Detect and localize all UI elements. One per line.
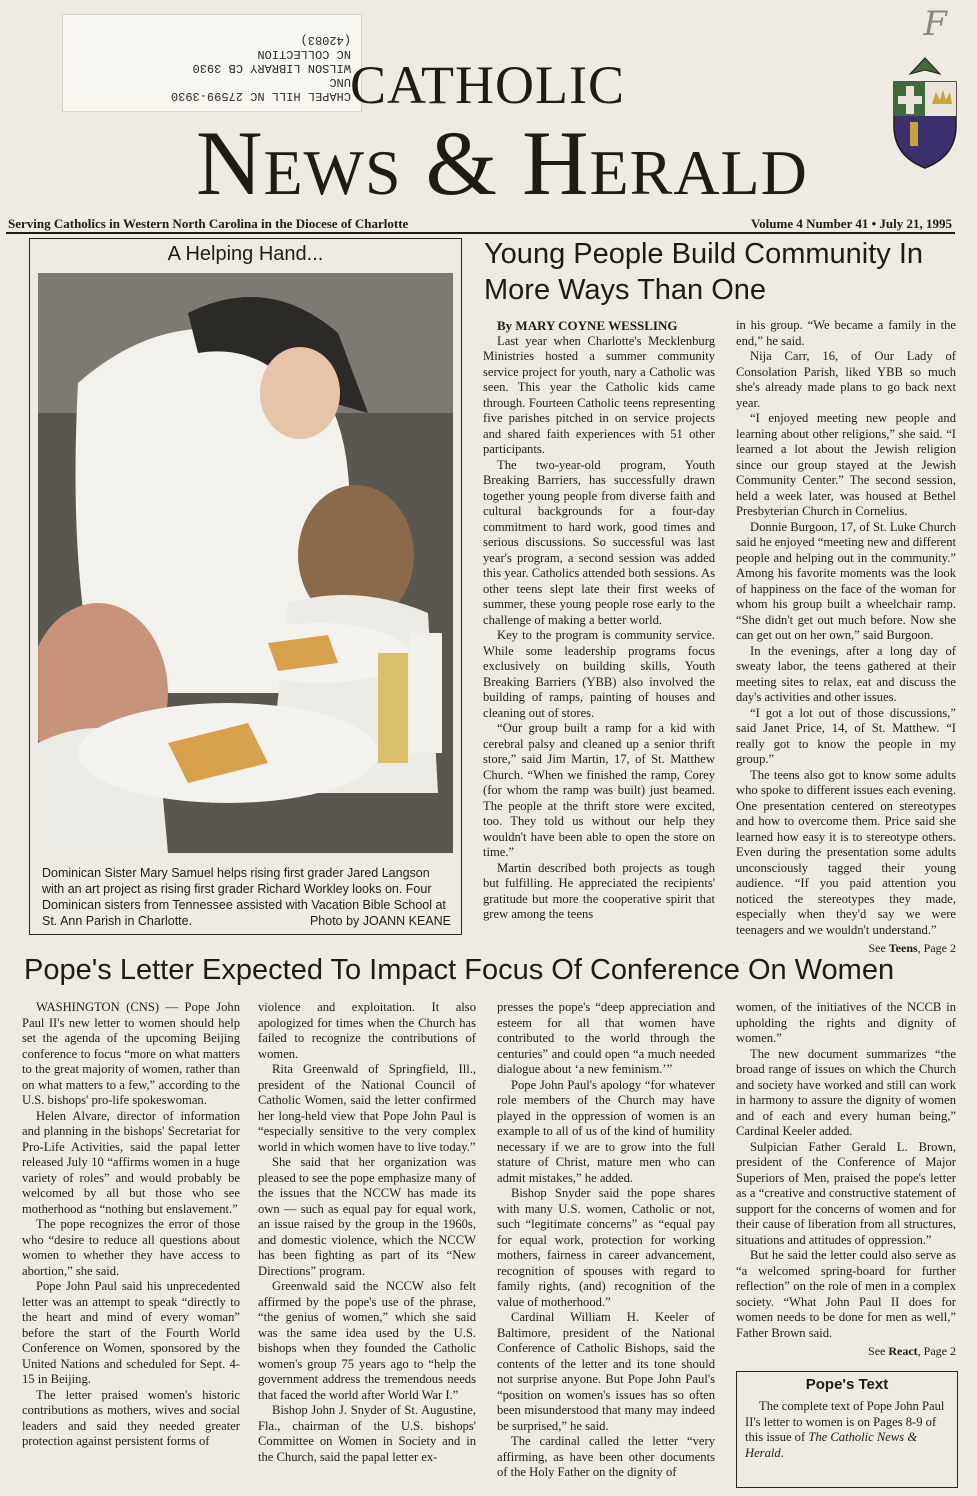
label-line: NC COLLECTION — [257, 47, 351, 61]
story2-column-3 — [497, 1000, 715, 1481]
photo-illustration — [38, 273, 453, 853]
paragraph: in his group. “We became a family in the end,” he said. — [736, 318, 956, 348]
popes-text-box — [736, 1371, 958, 1488]
paragraph: In the evenings, after a long day of sweaty labor, the teens gathered at their meeting sites to relax, eat and discuss the day's activities and other issues. — [736, 643, 956, 704]
story1-column-2 — [736, 318, 956, 957]
caption-text: Dominican Sister Mary Samuel helps rising first grader Jared Langson with an art project as rising first grader Richard Workley looks on. Four Dominican sisters from Tennessee assisted with Vacation Bible School at St. Ann Parish in Charlotte. — [42, 866, 446, 928]
paragraph: Bishop John J. Snyder of St. Augustine, Fla., chairman of the U.S. bishops' Committee on Women in Society and in the Church, said the papal letter ex- — [258, 1403, 476, 1464]
tagline: Serving Catholics in Western North Carolina in the Diocese of Charlotte — [8, 216, 409, 231]
paragraph: Martin described both projects as tough but fulfilling. He appreciated the recipients' gratitude but more the cooperative spirit that grew among the teens — [483, 860, 715, 921]
photo — [38, 273, 453, 853]
photo-credit: Photo by JOANN KEANE — [309, 914, 451, 928]
paragraph: Last year when Charlotte's Mecklenburg Ministries hosted a summer community service project for youth, nary a Catholic was seen. This year the Catholic kids came through. Fourteen Catholic teens representing five parishes pitched in on service projects and shared faith experiences with 51 other participants. — [483, 333, 715, 456]
label-line: (42083) — [300, 33, 351, 47]
paragraph: Donnie Burgoon, 17, of St. Luke Church said he enjoyed “meeting new and different people and helping out in the community.” Among his favorite moments was the look of happiness on the face of the woman for whom his group built a wheelchair ramp. “She didn't get out much before. Now she can get out on her own,” said Burgoon. — [736, 519, 956, 642]
see-suffix: , Page 2 — [917, 1344, 956, 1358]
story2-column-2 — [258, 1000, 476, 1465]
paragraph: presses the pope's “deep appreciation and esteem for all that women have contributed to the world through the centuries” and could open “a much needed dialogue about ‘a new feminism.’” — [497, 1000, 715, 1076]
masthead-top: CATHOLIC — [350, 55, 625, 115]
paragraph: Rita Greenwald of Springfield, Ill., president of the National Council of Catholic Women, said the letter confirmed her long-held view that Pope John Paul is “especially sensitive to the very complex world in which women have to live today.” — [258, 1062, 476, 1154]
paragraph: “Our group built a ramp for a kid with cerebral palsy and cleaned up a senior thrift store,” said Jim Martin, 17, of St. Matthew Church. “When we finished the ramp, Corey (for whom the ramp was built) just beamed. The people at the thrift store were excited, too. They told us without our help they wouldn't have been able to open the store on time.” — [483, 721, 715, 859]
see-prefix: See — [868, 941, 889, 955]
paragraph: Pope John Paul said his unprecedented letter was an attempt to speak “directly to the heart and mind of every woman” before the start of the Fourth World Conference on Women, sponsored by the United Nations and scheduled for Sept. 4-15 in Beijing. — [22, 1279, 240, 1386]
paragraph: WASHINGTON (CNS) — Pope John Paul II's new letter to women should help set the agenda of the upcoming Beijing conference to focus “more on what matters to the great majority of women, rather than on what matters to a few,” according to the U.S. bishops' pro-life spokeswoman. — [22, 1000, 240, 1107]
paragraph: Nija Carr, 16, of Our Lady of Consolation Parish, liked YBB so much she's already made plans to go back next year. — [736, 349, 956, 410]
paragraph: The letter praised women's historic contributions as mothers, wives and social leaders and said they needed greater protection against persistent forms of — [22, 1387, 240, 1448]
photo-feature — [29, 238, 462, 935]
paragraph: But he said the letter could also serve as “a welcomed spring-board for further reflection” on the role of men in a complex society. “What John Paul II does for women needs to be done for men as well,” Father Brown said. — [736, 1248, 956, 1340]
paragraph: She said that her organization was pleased to see the pope emphasize many of the issues that the NCCW has made its own — such as equal pay for equal work, an issue raised by the group in the 1960s, and domestic violence, which the NCCW has been fighting as part of its “New Directions” program. — [258, 1155, 476, 1278]
see-target: React — [888, 1344, 918, 1358]
story2-column-4 — [736, 1000, 956, 1360]
paragraph: The new document summarizes “the broad range of issues on which the Church and society have worked and still can work in harmony to assure the dignity of women and of each and every human being,” Cardinal Keeler added. — [736, 1046, 956, 1138]
sidebox-text — [745, 1399, 949, 1461]
see-suffix: , Page 2 — [917, 941, 956, 955]
paragraph: Key to the program is community service. While some leadership programs focus exclusively on building skills, Youth Breaking Barriers (YBB) also involved the building of ramps, painting of houses and cleaning out of stores. — [483, 628, 715, 720]
sidebox-text-end: . — [780, 1445, 784, 1460]
story2-headline: Pope's Letter Expected To Impact Focus Of Conference On Women — [24, 954, 895, 986]
photo-title: A Helping Hand... — [167, 243, 324, 265]
paragraph: Greenwald said the NCCW also felt affirmed by the pope's use of the phrase, “the genius of women,” which she said was the same idea used by the U.S. bishops when they founded the Catholic women's group 75 years ago to “help the government address the tremendous needs that faced the world after World War I.” — [258, 1279, 476, 1402]
paragraph: The cardinal called the letter “very affirming, as have been other documents of the Holy Father on the dignity of — [497, 1434, 715, 1479]
see-target: Teens — [888, 941, 918, 955]
diocese-shield-icon — [888, 56, 962, 170]
story1-column-1 — [483, 318, 715, 923]
label-line: UNC — [329, 75, 351, 89]
paragraph: women, of the initiatives of the NCCB in upholding the rights and dignity of women.” — [736, 1000, 956, 1045]
paragraph: The pope recognizes the error of those who “desire to reduce all questions about women to whether they have access to abortion,” she said. — [22, 1217, 240, 1278]
sidebox-text-main: The complete text of Pope John Paul II's letter to women is on Pages 8-9 of this issue of — [745, 1399, 945, 1444]
paragraph: Cardinal William H. Keeler of Baltimore, president of the National Conference of Catholic Bishops, said the contents of the letter and its tone should not surprise anyone. But Pope John Paul's “position on women's issues has so often been misunderstood that many may indeed be surprised,” he said. — [497, 1310, 715, 1433]
handwritten-mark: F — [923, 4, 947, 44]
paragraph: violence and exploitation. It also apologized for times when the Church has failed to recognize the contributions of women. — [258, 1000, 476, 1061]
masthead-title: News & Herald — [196, 112, 808, 214]
story2-column-1 — [22, 1000, 240, 1450]
sidebox-title: Pope's Text — [805, 1376, 889, 1393]
byline: By MARY COYNE WESSLING — [497, 318, 678, 333]
paragraph: The teens also got to know some adults who spoke to different issues each evening. One presentation centered on stereotypes and how to overcome them. Price said she learned how easy it is to stereotype others. Even during the presentation some adults unconsciously tagged their young audience. “If you paid attention you noticed the stereotypes they made, especially when they'd say we were teenagers and we wouldn't understand.” — [736, 767, 956, 937]
library-label — [62, 14, 362, 112]
issue-info: Volume 4 Number 41 • July 21, 1995 — [750, 216, 952, 231]
story1-headline: Young People Build Community In More Ways Than One — [484, 238, 924, 306]
masthead-rule — [6, 232, 955, 234]
label-line: WILSON LIBRARY CB 3930 — [192, 61, 351, 75]
paragraph: Helen Alvare, director of information and planning in the bishops' Secretariat for Pro-Life Activities, said the papal letter released July 10 “affirms women in a huge variety of roles” and would probably be welcomed by all but those who see motherhood as “nothing but enslavement.” — [22, 1108, 240, 1216]
paragraph: Pope John Paul's apology “for whatever role members of the Church may have played in the oppression of women is an example to all of us of the kind of humility necessary if we are to grow into the full stature of Christ, mature men who can admit mistakes,” he added. — [497, 1077, 715, 1185]
sidebox-publication: The Catholic News & Herald — [745, 1430, 918, 1460]
paragraph: “I enjoyed meeting new people and learning about other religions,” she said. “I learned a lot about the Jewish religion since our group stayed at the Jewish Community Center.” The second session, held a week later, was housed at Bethel Presbyterian Church in Cornelius. — [736, 411, 956, 518]
label-line: CHAPEL HILL NC 27599-3930 — [170, 89, 351, 103]
paragraph: Bishop Snyder said the pope shares with many U.S. women, Catholic or not, such “legitimate concerns” as “equal pay for equal work, protection for working mothers, fairness in career advancement, recognition of spouses with regard to family rights, (and) recognition of the value of motherhood.” — [497, 1186, 715, 1309]
paragraph: The two-year-old program, Youth Breaking Barriers, has successfully drawn together young people from diverse faith and cultural backgrounds for a four-day commitment to hard work, good times and serious discussions. So successful was last year's program, a second session was added this year. Catholics attended both sessions. As other teens slept late their first weeks of summer, these young people rose early to the challenge of making a better world. — [483, 457, 715, 627]
photo-caption — [42, 865, 451, 929]
see-react-link[interactable] — [736, 1344, 956, 1360]
see-prefix: See — [868, 1344, 889, 1358]
paragraph: Sulpician Father Gerald L. Brown, president of the Conference of Major Superiors of Men, praised the pope's letter as a “creative and constructive statement of support for the concerns of women and for their cause of liberation from all structures, situations and attitudes of oppression.” — [736, 1139, 956, 1247]
paragraph: “I got a lot out of those discussions,” said Janet Price, 14, of St. Matthew. “I really got to know the people in my group.” — [736, 705, 956, 766]
